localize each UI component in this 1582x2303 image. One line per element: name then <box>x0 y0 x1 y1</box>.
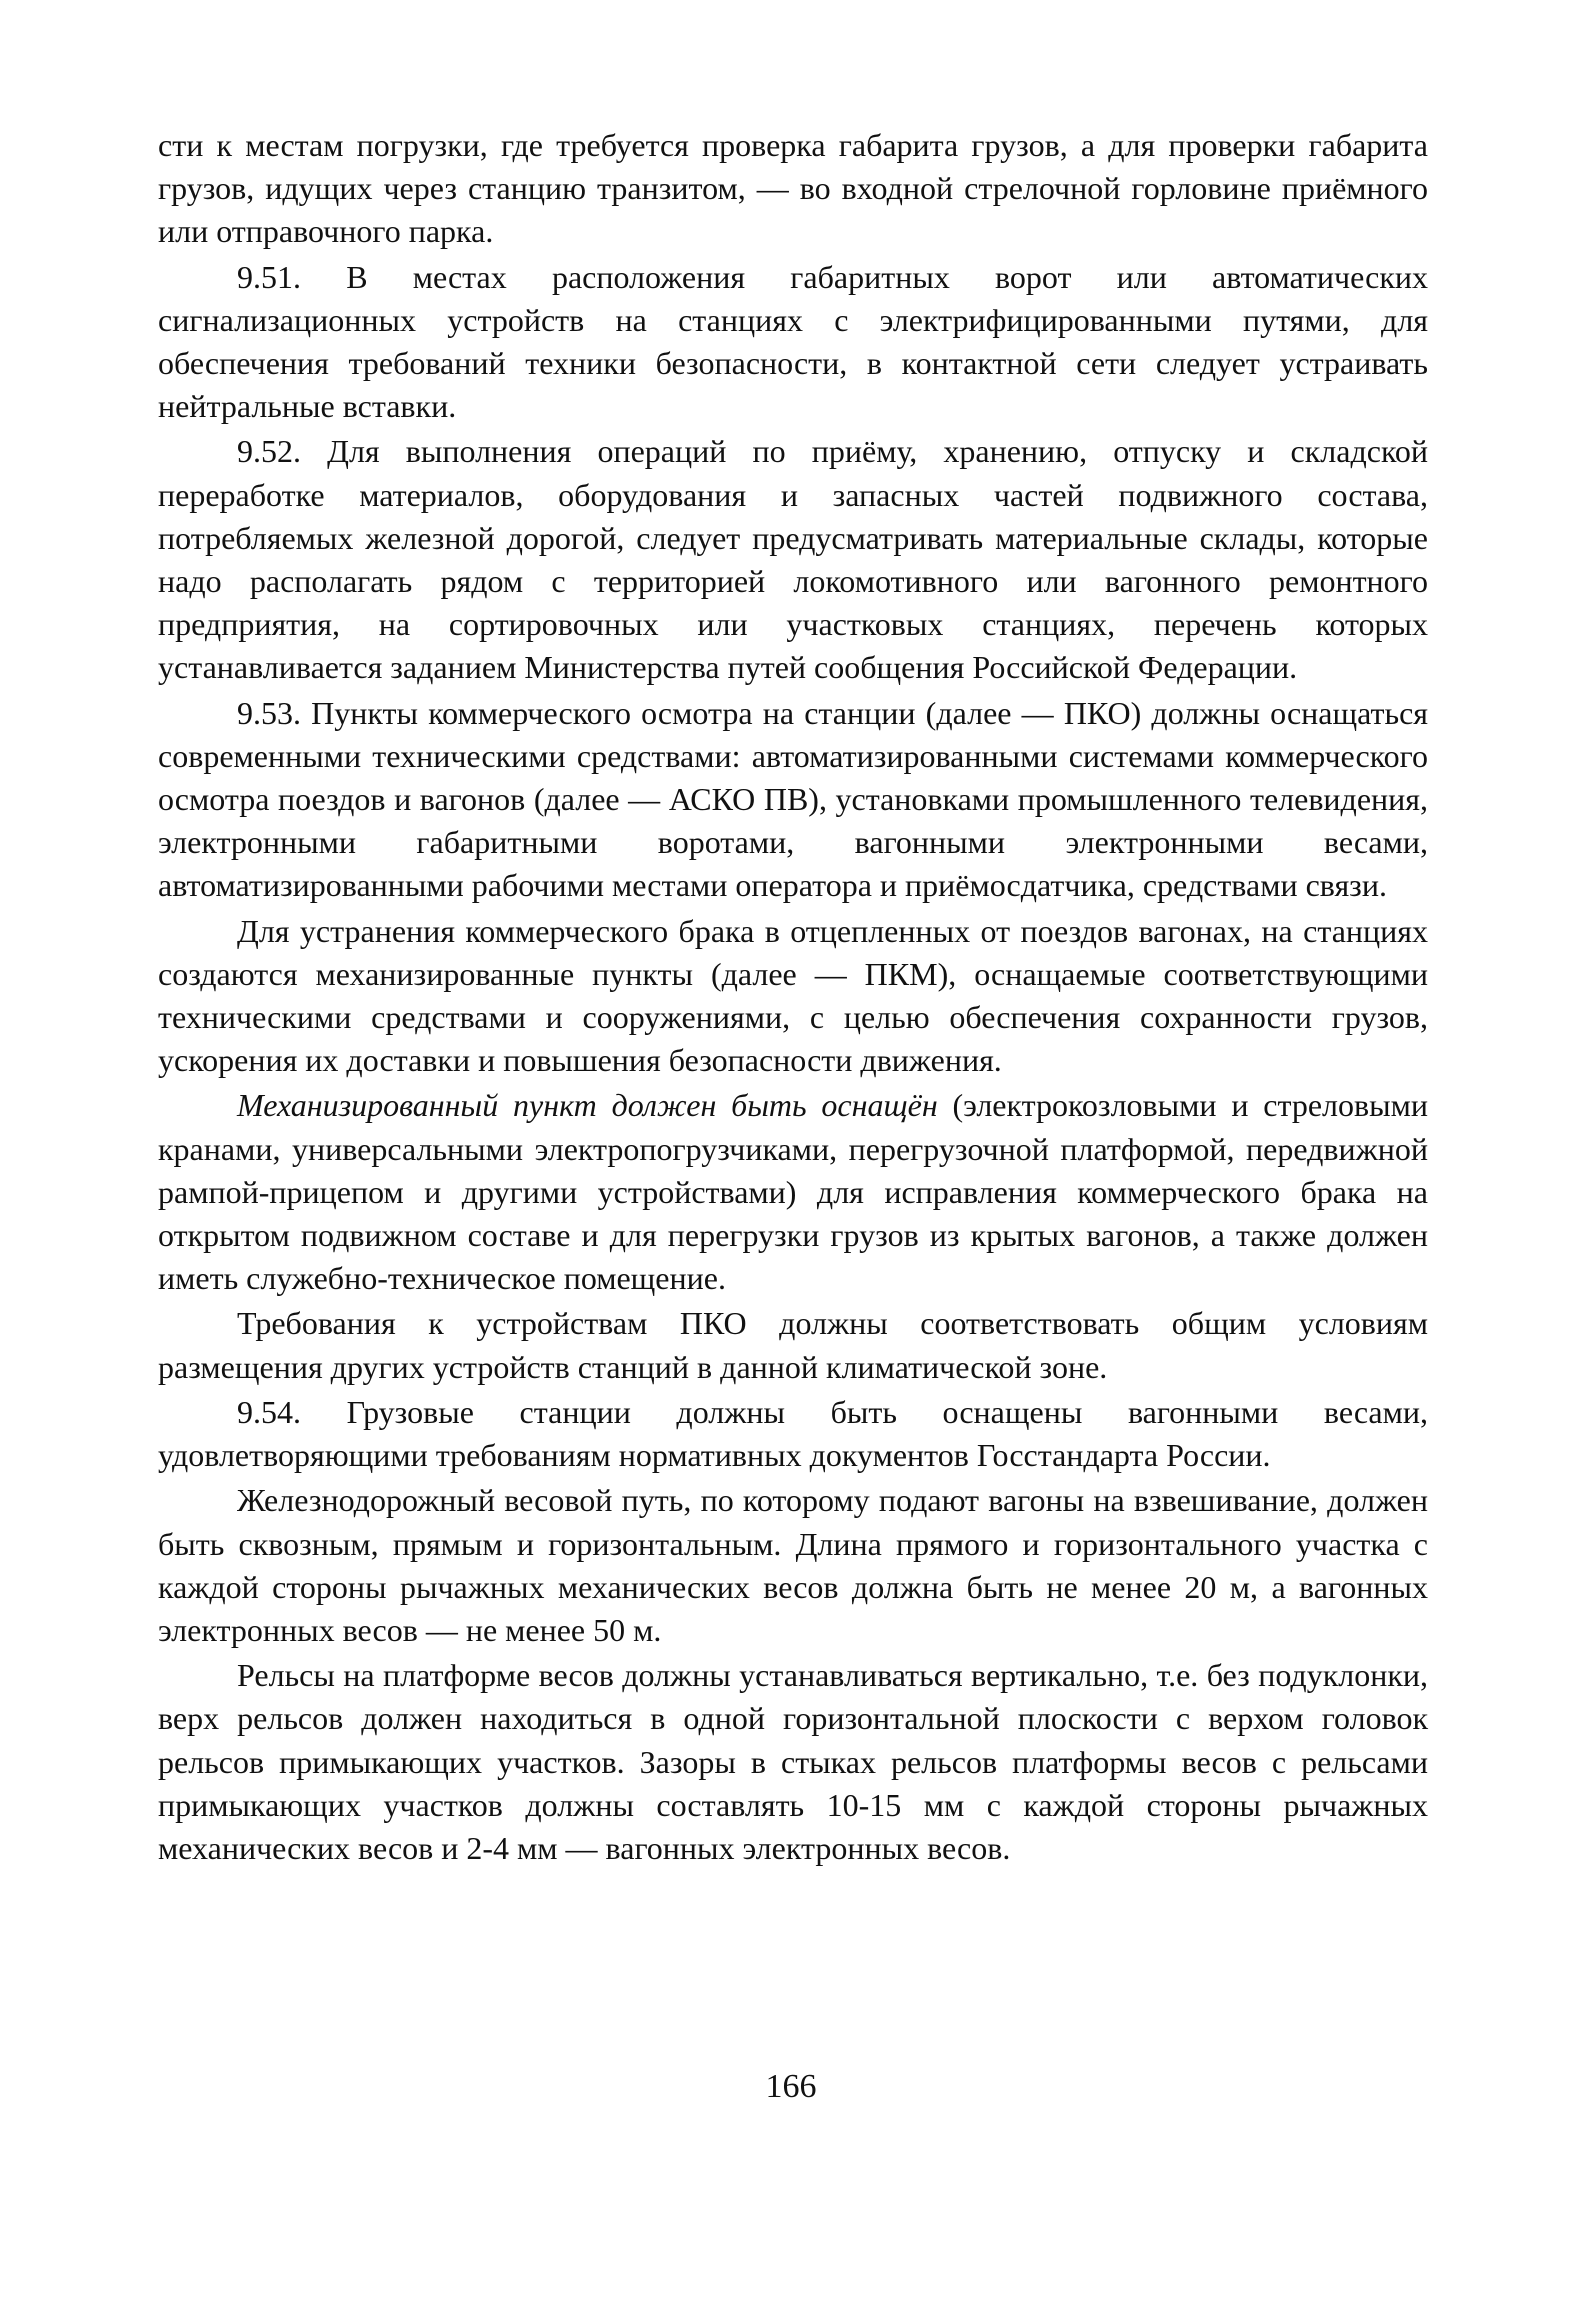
paragraph-9-52: 9.52. Для выполнения операций по приёму, хранению, отпуску и складской переработке материалов, оборудования и запасных частей подвижного состава, потребляемых железной дорогой, следует предусматривать материальные склады, которые надо располагать рядом с территорией локомотивного или вагонного ремонтного предприятия, на сортировочных или участковых станциях, перечень которых устанавливается заданием Министерства путей сообщения Российской Федерации. <box>158 433 1428 686</box>
paragraph-mechanized-point <box>158 1084 1428 1300</box>
mechanized-point-text: (электрокозловыми и стреловыми кранами, универсальными электропогрузчиками, перегрузочной платформой, передвижной рампой-прицепом и другими устройствами) для исправления коммерческого брака на открытом подвижном составе и для перегрузки грузов из крытых вагонов, а также должен иметь служебно-техническое помещение. <box>158 1087 1429 1297</box>
paragraph-9-54: 9.54. Грузовые станции должны быть оснащены вагонными весами, удовлетворяющими требованиям нормативных документов Госстандарта России. <box>158 1393 1428 1474</box>
paragraph-weighing-track: Железнодорожный весовой путь, по которому подают вагоны на взвешивание, должен быть сквозным, прямым и горизонтальным. Длина прямого и горизонтального участка с каждой стороны рычажных механических весов должна быть не менее 20 м, а вагонных электронных весов — не менее 50 м. <box>158 1482 1428 1648</box>
paragraph-pkm: Для устранения коммерческого брака в отцепленных от поездов вагонах, на станциях создаются механизированные пункты (далее — ПКМ), оснащаемые соответствующими техническими средствами и сооружениями, с целью обеспечения сохранности грузов, ускорения их доставки и повышения безопасности движения. <box>158 912 1428 1079</box>
document-body <box>158 124 1428 1872</box>
italic-lead-text: Механизированный пункт должен быть оснащён <box>237 1087 938 1124</box>
paragraph-9-53: 9.53. Пункты коммерческого осмотра на станции (далее — ПКО) должны оснащаться современными техническими средствами: автоматизированными системами коммерческого осмотра поездов и вагонов (далее — АСКО ПВ), установками промышленного телевидения, электронными габаритными воротами, вагонными электронными весами, автоматизированными рабочими местами оператора и приёмосдатчика, средствами связи. <box>158 694 1428 904</box>
page-number: 166 <box>765 2068 817 2105</box>
paragraph-rails: Рельсы на платформе весов должны устанавливаться вертикально, т.е. без подуклонки, верх рельсов должен находиться в одной горизонтальной плоскости с верхом головок рельсов примыкающих участков. Зазоры в стыках рельсов платформы весов с рельсами примыкающих участков должны составлять 10-15 мм с каждой стороны рычажных механических весов и 2-4 мм — вагонных электронных весов. <box>158 1657 1428 1866</box>
paragraph-pko-requirements: Требования к устройствам ПКО должны соответствовать общим условиям размещения других устройств станций в данной климатической зоне. <box>158 1305 1428 1385</box>
paragraph-continuation: сти к местам погрузки, где требуется проверка габарита грузов, а для проверки габарита грузов, идущих через станцию транзитом, — во входной стрелочной горловине приёмного или отправочного парка. <box>158 127 1428 250</box>
paragraph-9-51: 9.51. В местах расположения габаритных ворот или автоматических сигнализационных устройств на станциях с электрифицированными путями, для обеспечения требований техники безопасности, в контактной сети следует устраивать нейтральные вставки. <box>158 258 1428 425</box>
